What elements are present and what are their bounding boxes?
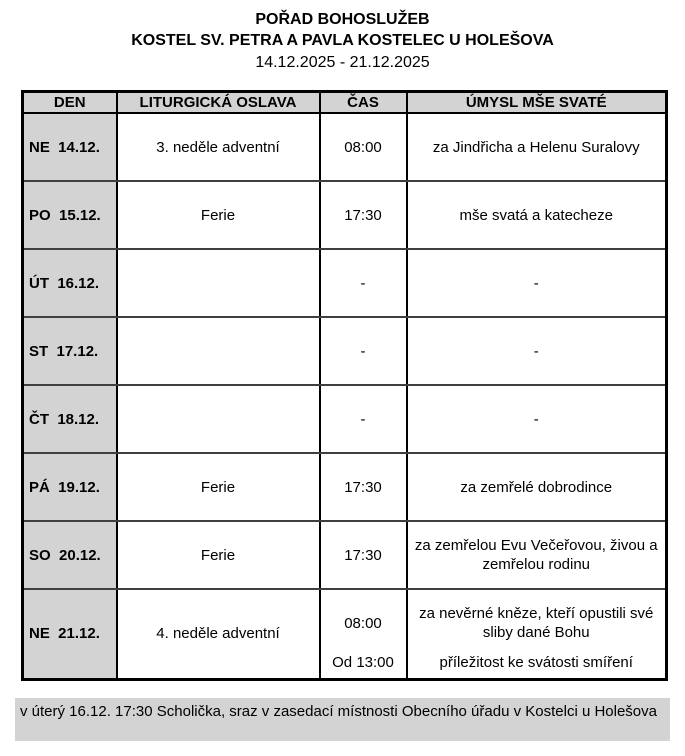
time-cell: 17:30 — [320, 521, 407, 589]
table-row — [23, 453, 667, 521]
church-name: KOSTEL SV. PETRA A PAVLA KOSTELEC U HOLEŠOVA — [131, 32, 554, 49]
day-cell: NE 14.12. — [23, 113, 117, 181]
column-header-umysl: ÚMYSL MŠE SVATÉ — [407, 92, 667, 114]
table-row — [23, 113, 667, 181]
time-cell: - — [320, 385, 407, 453]
day-cell: PO 15.12. — [23, 181, 117, 249]
liturgy-cell: 4. neděle adventní — [117, 589, 320, 679]
day-cell: SO 20.12. — [23, 521, 117, 589]
table-row — [23, 181, 667, 249]
date-range: 14.12.2025 - 21.12.2025 — [255, 54, 430, 71]
liturgy-cell — [117, 317, 320, 385]
schedule-table — [21, 90, 668, 681]
liturgy-cell — [117, 385, 320, 453]
day-cell: ST 17.12. — [23, 317, 117, 385]
time-afternoon: Od 13:00 — [332, 653, 394, 671]
intention-cell: - — [407, 385, 667, 453]
day-cell: PÁ 19.12. — [23, 453, 117, 521]
intention-cell: mše svatá a katecheze — [407, 181, 667, 249]
column-header-den: DEN — [23, 92, 117, 114]
time-cell: 17:30 — [320, 181, 407, 249]
table-row — [23, 385, 667, 453]
intention-cell: za Jindřicha a Helenu Suralovy — [407, 113, 667, 181]
table-row — [23, 589, 667, 679]
column-header-liturgicka-oslava: LITURGICKÁ OSLAVA — [117, 92, 320, 114]
liturgy-cell: Ferie — [117, 181, 320, 249]
intention-morning: za nevěrné kněze, kteří opustili své sliby dané Bohu — [419, 605, 654, 642]
intention-cell — [407, 589, 667, 679]
intention-cell: za zemřelé dobrodince — [407, 453, 667, 521]
time-cell — [320, 589, 407, 679]
table-row — [23, 521, 667, 589]
time-cell: - — [320, 249, 407, 317]
footer-note: v úterý 16.12. 17:30 Scholička, sraz v zasedací místnosti Obecního úřadu v Kostelci u Holešova — [15, 698, 670, 741]
document-title: POŘAD BOHOSLUŽEB — [255, 11, 430, 28]
time-morning: 08:00 — [344, 614, 382, 632]
liturgy-cell: Ferie — [117, 521, 320, 589]
day-cell: NE 21.12. — [23, 589, 117, 679]
day-cell: ČT 18.12. — [23, 385, 117, 453]
intention-afternoon: příležitost ke svátosti smíření — [439, 653, 633, 671]
intention-cell: za zemřelou Evu Večeřovou, živou a zemřelou rodinu — [407, 521, 667, 589]
time-cell: - — [320, 317, 407, 385]
column-header-cas: ČAS — [320, 92, 407, 114]
intention-cell: - — [407, 249, 667, 317]
liturgy-cell: Ferie — [117, 453, 320, 521]
intention-cell: - — [407, 317, 667, 385]
time-cell: 08:00 — [320, 113, 407, 181]
table-row — [23, 317, 667, 385]
day-cell: ÚT 16.12. — [23, 249, 117, 317]
table-header-row — [23, 92, 667, 114]
liturgy-cell — [117, 249, 320, 317]
liturgy-cell: 3. neděle adventní — [117, 113, 320, 181]
document-header — [0, 0, 685, 74]
time-cell: 17:30 — [320, 453, 407, 521]
table-row — [23, 249, 667, 317]
